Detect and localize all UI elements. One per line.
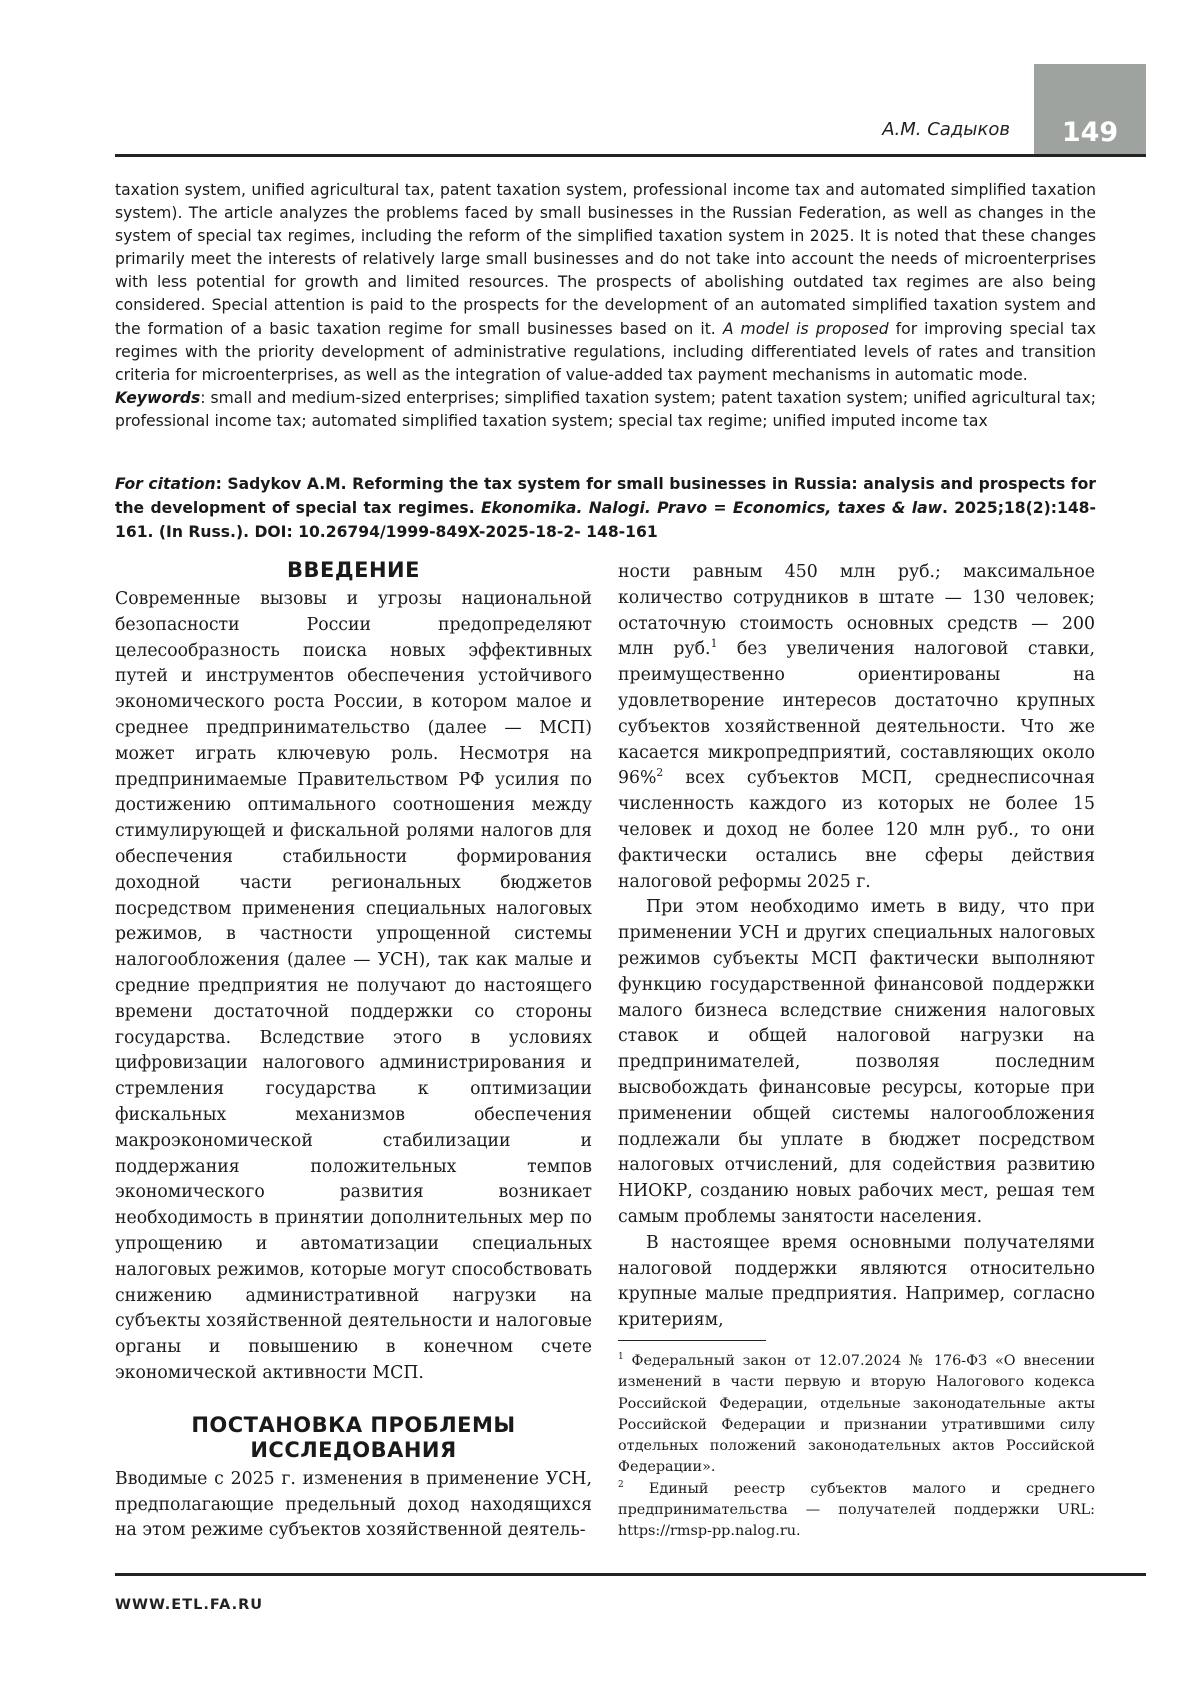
footnote-2-mark: 2: [618, 1479, 624, 1490]
footnote-1-mark: 1: [618, 1352, 624, 1363]
right-column: [618, 560, 1095, 1543]
citation: [115, 472, 1096, 544]
page-number: 149: [1061, 117, 1119, 148]
right-paragraph-2: При этом необходимо иметь в виду, что при применении УСН и других специальных налоговых режимов субъекты МСП фактически выполняют функцию государственной финансовой поддержки малого бизнеса вследствие снижения налоговых ставок и общей налоговой нагрузки на предпринимателей, позволяя последним высвобождать финансовые ресурсы, которые при применении общей системы налогообложения подлежали бы уплате в бюджет посредством налоговых отчислений, для содействия развитию НИОКР, созданию новых рабочих мест, решая тем самым проблемы занятости населения.: [618, 897, 1095, 1227]
footnote-1: [618, 1351, 1095, 1479]
section-title-problem-line2: ИССЛЕДОВАНИЯ: [250, 1437, 457, 1462]
footer-rule: [115, 1573, 1146, 1576]
citation-text-2: . 2025;18(2):148-161. (In Russ.). DOI: 10.26794/1999-849X-2025-18-2- 148-161: [115, 499, 1096, 541]
header-rule: [115, 154, 1146, 157]
right-paragraph-3: В настоящее время основными получателями налоговой поддержки являются относительно крупные малые предприятия. Например, согласно критериям,: [618, 1232, 1095, 1331]
citation-text-1: : Sadykov A.M. Reforming the tax system for small businesses in Russia: analysis and prospects for the development of special tax regimes.: [115, 475, 1096, 517]
keywords: [115, 387, 1096, 433]
footnote-ref-2: 2: [656, 766, 664, 780]
left-column: [115, 560, 592, 1544]
problem-paragraph: Вводимые с 2025 г. изменения в применение УСН, предполагающие предельный доход находящихся на этом режиме субъектов хозяйственной деятель-: [115, 1468, 592, 1541]
abstract-body: [115, 179, 1096, 387]
abstract: [115, 179, 1096, 433]
right-paragraph-1: [618, 560, 1095, 895]
running-header-author: А.М. Садыков: [882, 119, 1010, 140]
citation-journal: Ekonomika. Nalogi. Pravo = Economics, taxes & law: [480, 499, 943, 517]
abstract-emphasis: A model is proposed: [722, 319, 889, 338]
section-title-introduction: ВВЕДЕНИЕ: [287, 558, 420, 582]
footnote-2-text: Единый реестр субъектов малого и среднего предпринимательства — получателей поддержки URL: https://rmsp-pp.nalog.ru.: [618, 1480, 1095, 1540]
footnote-rule: [618, 1340, 766, 1341]
footnotes: [618, 1351, 1095, 1543]
right-paragraph-1-part-c: всех субъектов МСП, среднесписочная численность каждого из которых не более 15 человек и доход не более 120 млн руб., то они фактически остались вне сферы действия налоговой реформы 2025 г.: [618, 768, 1095, 892]
footnote-ref-1: 1: [710, 637, 718, 651]
keywords-text: : small and medium-sized enterprises; simplified taxation system; patent taxation system; unified agricultural tax; professional income tax; automated simplified taxation system; special tax regime; unified imputed income tax: [115, 388, 1096, 430]
right-paragraph-1-part-b: без увеличения налоговой ставки, преимущественно ориентированы на удовлетворение интересов достаточно крупных субъектов хозяйственной деятельности. Что же касается микропредприятий, составляющих около 96%: [618, 639, 1096, 789]
page-number-box: [1034, 64, 1146, 154]
citation-label: For citation: [115, 475, 216, 493]
footer-url[interactable]: WWW.ETL.FA.RU: [115, 1597, 264, 1613]
section-title-problem: [115, 1413, 592, 1463]
footnote-1-text: Федеральный закон от 12.07.2024 № 176-ФЗ «О внесении изменений в части первую и вторую Налогового кодекса Российской Федерации, отдельные законодательные акты Российской Федерации и признании утратившими силу отдельных положений законодательных актов Российской Федерации».: [618, 1352, 1095, 1476]
footnote-2: [618, 1479, 1095, 1543]
abstract-text-1: taxation system, unified agricultural tax, patent taxation system, professional income tax and automated simplified taxation system). The article analyzes the problems faced by small businesses in the Russian Federation, as well as changes in the system of special tax regimes, including the reform of the simplified taxation system in 2025. It is noted that these changes primarily meet the interests of relatively large small businesses and do not take into account the needs of microenterprises with less potential for growth and limited resources. The prospects of abolishing outdated tax regimes are also being considered. Special attention is paid to the prospects for the development of an automated simplified taxation system and the formation of a basic taxation regime for small businesses based on it.: [115, 181, 1096, 338]
section-title-problem-line1: ПОСТАНОВКА ПРОБЛЕМЫ: [191, 1412, 516, 1437]
keywords-label: Keywords: [115, 388, 201, 407]
right-paragraph-1-part-a: ности равным 450 млн руб.; максимальное количество сотрудников в штате — 130 человек; остаточную стоимость основных средств — 200 млн руб.: [618, 562, 1095, 660]
introduction-paragraph: Современные вызовы и угрозы национальной безопасности России предопределяют целесообразность поиска новых эффективных путей и инструментов обеспечения устойчивого экономического роста России, в котором малое и среднее предпринимательство (далее — МСП) может играть ключевую роль. Несмотря на предпринимаемые Правительством РФ усилия по достижению оптимального соотношения между стимулирующей и фискальной ролями налогов для обеспечения стабильности формирования доходной части региональных бюджетов посредством применения специальных налоговых режимов, в частности упрощенной системы налогообложения (далее — УСН), так как малые и средние предприятия не получают до настоящего времени достаточной поддержки со стороны государства. Вследствие этого в условиях цифровизации налогового администрирования и стремления государства к оптимизации фискальных механизмов обеспечения макроэкономической стабилизации и поддержания положительных темпов экономического развития возникает необходимость в принятии дополнительных мер по упрощению и автоматизации специальных налоговых режимов, которые могут способствовать снижению административной нагрузки на субъекты хозяйственной деятельности и налоговые органы и повышению в конечном счете экономической активности МСП.: [115, 589, 592, 1383]
abstract-text-2: for improving special tax regimes with the priority development of administrative regulations, including differentiated levels of rates and transition criteria for microenterprises, as well as the integration of value-added tax payment mechanisms in automatic mode.: [115, 319, 1096, 384]
